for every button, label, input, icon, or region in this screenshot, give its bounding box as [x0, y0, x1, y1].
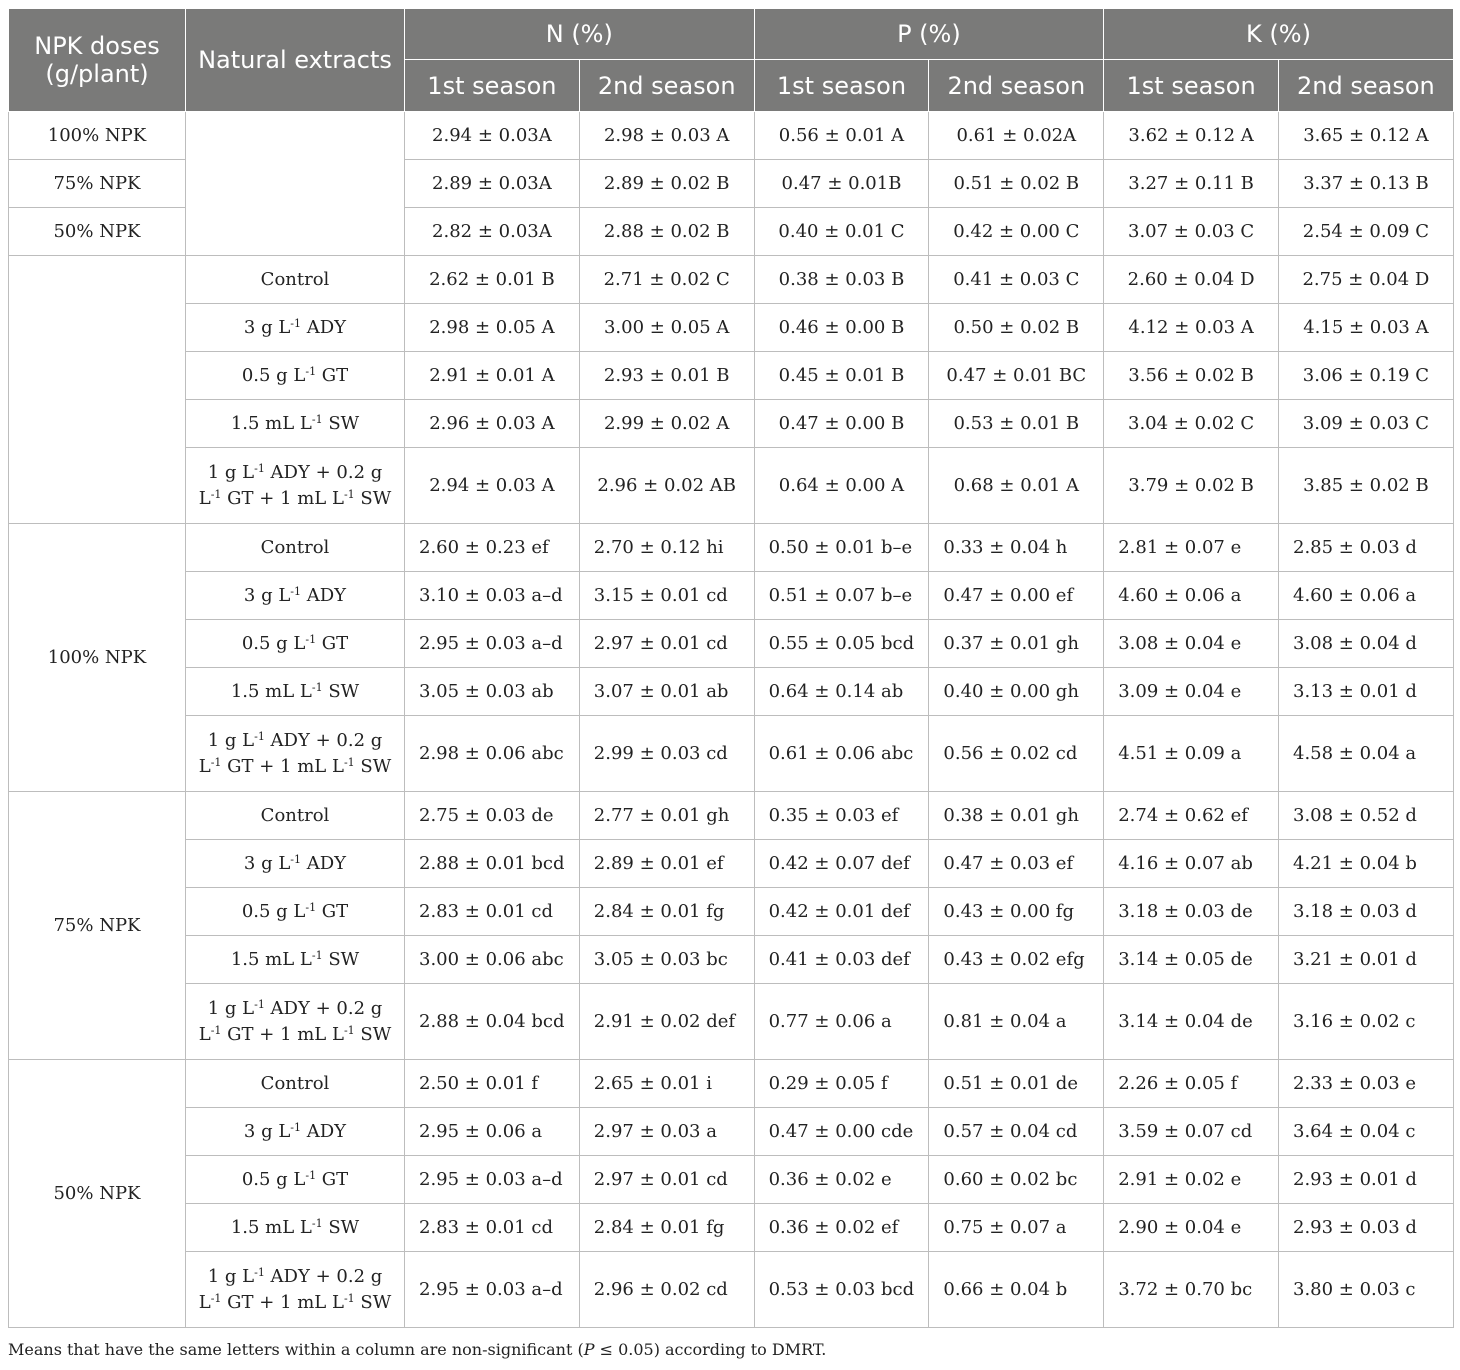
extract-label-text: 1.5 mL L	[230, 948, 312, 970]
value-cell-n-season-2: 2.93 ± 0.01 B	[579, 352, 754, 400]
extract-cell-gt	[186, 888, 405, 936]
value-cell-k-season-2: 4.15 ± 0.03 A	[1279, 304, 1454, 352]
value-cell-n-season-2: 2.88 ± 0.02 B	[579, 208, 754, 256]
extract-label-exponent: -1	[311, 680, 323, 694]
value-cell-k-season-2: 3.08 ± 0.52 d	[1279, 792, 1454, 840]
value-cell-n-season-2: 2.99 ± 0.03 cd	[579, 716, 754, 792]
extract-label-text: SW	[354, 755, 392, 777]
extract-cell-sw	[186, 1204, 405, 1252]
extract-label-text: GT + 1 mL L	[221, 1291, 344, 1313]
value-cell-n-season-1: 2.83 ± 0.01 cd	[405, 888, 580, 936]
value-cell-k-season-1: 2.91 ± 0.02 e	[1104, 1156, 1279, 1204]
table-row	[9, 792, 1454, 840]
extract-cell-sw	[186, 400, 405, 448]
npk-dose-cell: 100% NPK	[9, 112, 186, 160]
extract-label-text: 1.5 mL L	[230, 412, 312, 434]
header-npk-doses: NPK doses (g/plant)	[9, 9, 186, 112]
extract-label-text: ADY + 0.2 g	[264, 461, 383, 483]
value-cell-n-season-2: 3.05 ± 0.03 bc	[579, 936, 754, 984]
value-cell-p-season-2: 0.68 ± 0.01 A	[929, 448, 1104, 524]
value-cell-k-season-1: 2.81 ± 0.07 e	[1104, 524, 1279, 572]
table-row	[9, 888, 1454, 936]
extract-label-text: ADY	[301, 584, 347, 606]
value-cell-k-season-1: 2.74 ± 0.62 ef	[1104, 792, 1279, 840]
value-cell-p-season-1: 0.64 ± 0.00 A	[754, 448, 929, 524]
value-cell-n-season-1: 2.88 ± 0.01 bcd	[405, 840, 580, 888]
value-cell-p-season-1: 0.61 ± 0.06 abc	[754, 716, 929, 792]
value-cell-k-season-2: 3.85 ± 0.02 B	[1279, 448, 1454, 524]
value-cell-p-season-2: 0.43 ± 0.00 fg	[929, 888, 1104, 936]
value-cell-p-season-2: 0.38 ± 0.01 gh	[929, 792, 1104, 840]
extract-label-text: L	[198, 1291, 211, 1313]
extract-label-text: SW	[354, 1023, 392, 1045]
extract-cell-ady	[186, 840, 405, 888]
value-cell-n-season-1: 2.95 ± 0.03 a–d	[405, 620, 580, 668]
value-cell-p-season-1: 0.40 ± 0.01 C	[754, 208, 929, 256]
value-cell-n-season-2: 2.96 ± 0.02 AB	[579, 448, 754, 524]
header-k-season-1: 1st season	[1104, 60, 1279, 112]
value-cell-n-season-1: 2.94 ± 0.03A	[405, 112, 580, 160]
value-cell-p-season-1: 0.36 ± 0.02 e	[754, 1156, 929, 1204]
value-cell-p-season-2: 0.51 ± 0.02 B	[929, 160, 1104, 208]
empty-dose-cell	[9, 256, 186, 524]
extract-label-exponent: -1	[290, 584, 302, 598]
table-row	[9, 352, 1454, 400]
extract-label-text: 1.5 mL L	[230, 680, 312, 702]
table-row	[9, 936, 1454, 984]
value-cell-k-season-2: 3.13 ± 0.01 d	[1279, 668, 1454, 716]
table-row	[9, 112, 1454, 160]
extract-label-text: L	[198, 487, 211, 509]
value-cell-p-season-2: 0.81 ± 0.04 a	[929, 984, 1104, 1060]
extract-label-exponent: -1	[311, 1216, 323, 1230]
extract-label-text: 0.5 g L	[241, 900, 306, 922]
extract-label-exponent: -1	[311, 948, 323, 962]
extract-label-text: 3 g L	[243, 852, 291, 874]
value-cell-k-season-1: 3.09 ± 0.04 e	[1104, 668, 1279, 716]
header-n-season-2: 2nd season	[579, 60, 754, 112]
extract-label-exponent: -1	[210, 755, 222, 769]
value-cell-p-season-2: 0.61 ± 0.02A	[929, 112, 1104, 160]
table-row	[9, 668, 1454, 716]
extract-cell-control: Control	[186, 1060, 405, 1108]
extract-label-exponent: -1	[343, 1291, 355, 1305]
extract-label-text: ADY + 0.2 g	[264, 997, 383, 1019]
extract-label-text: L	[198, 1023, 211, 1045]
value-cell-p-season-2: 0.41 ± 0.03 C	[929, 256, 1104, 304]
value-cell-p-season-1: 0.35 ± 0.03 ef	[754, 792, 929, 840]
value-cell-n-season-2: 2.70 ± 0.12 hi	[579, 524, 754, 572]
table-row	[9, 1060, 1454, 1108]
extract-label-text: GT + 1 mL L	[221, 755, 344, 777]
value-cell-n-season-1: 2.94 ± 0.03 A	[405, 448, 580, 524]
extract-cell-gt	[186, 1156, 405, 1204]
extract-label-exponent: -1	[290, 852, 302, 866]
value-cell-k-season-1: 4.16 ± 0.07 ab	[1104, 840, 1279, 888]
value-cell-n-season-1: 2.75 ± 0.03 de	[405, 792, 580, 840]
extract-cell-sw	[186, 668, 405, 716]
table-row	[9, 620, 1454, 668]
npk-dose-cell: 100% NPK	[9, 524, 186, 792]
value-cell-k-season-2: 3.06 ± 0.19 C	[1279, 352, 1454, 400]
table-row	[9, 984, 1454, 1060]
value-cell-n-season-2: 2.89 ± 0.01 ef	[579, 840, 754, 888]
table-row	[9, 400, 1454, 448]
extract-label-exponent: -1	[343, 487, 355, 501]
value-cell-n-season-2: 3.00 ± 0.05 A	[579, 304, 754, 352]
empty-extract-cell	[186, 112, 405, 256]
value-cell-n-season-1: 3.00 ± 0.06 abc	[405, 936, 580, 984]
footnote-p-symbol: P	[583, 1340, 595, 1359]
npk-dose-cell: 75% NPK	[9, 160, 186, 208]
extract-cell-sw	[186, 936, 405, 984]
value-cell-p-season-2: 0.42 ± 0.00 C	[929, 208, 1104, 256]
value-cell-n-season-2: 2.96 ± 0.02 cd	[579, 1252, 754, 1328]
value-cell-k-season-2: 2.93 ± 0.03 d	[1279, 1204, 1454, 1252]
value-cell-n-season-2: 2.99 ± 0.02 A	[579, 400, 754, 448]
value-cell-p-season-1: 0.56 ± 0.01 A	[754, 112, 929, 160]
value-cell-p-season-2: 0.57 ± 0.04 cd	[929, 1108, 1104, 1156]
value-cell-k-season-1: 2.26 ± 0.05 f	[1104, 1060, 1279, 1108]
value-cell-k-season-1: 3.72 ± 0.70 bc	[1104, 1252, 1279, 1328]
value-cell-n-season-2: 2.71 ± 0.02 C	[579, 256, 754, 304]
header-p-season-1: 1st season	[754, 60, 929, 112]
extract-label-exponent: -1	[311, 412, 323, 426]
table-row	[9, 840, 1454, 888]
value-cell-p-season-1: 0.41 ± 0.03 def	[754, 936, 929, 984]
extract-label-exponent: -1	[254, 997, 265, 1011]
value-cell-p-season-1: 0.38 ± 0.03 B	[754, 256, 929, 304]
value-cell-n-season-1: 2.82 ± 0.03A	[405, 208, 580, 256]
value-cell-k-season-2: 3.18 ± 0.03 d	[1279, 888, 1454, 936]
extract-cell-ady	[186, 572, 405, 620]
extract-label-text: ADY	[301, 316, 347, 338]
extract-label-text: SW	[322, 948, 360, 970]
extract-label-text: GT + 1 mL L	[221, 1023, 344, 1045]
table-row	[9, 256, 1454, 304]
value-cell-n-season-2: 2.97 ± 0.03 a	[579, 1108, 754, 1156]
value-cell-p-season-1: 0.42 ± 0.01 def	[754, 888, 929, 936]
npk-dose-cell: 50% NPK	[9, 1060, 186, 1328]
table-row	[9, 448, 1454, 524]
value-cell-k-season-1: 3.56 ± 0.02 B	[1104, 352, 1279, 400]
value-cell-k-season-1: 3.62 ± 0.12 A	[1104, 112, 1279, 160]
value-cell-p-season-1: 0.77 ± 0.06 a	[754, 984, 929, 1060]
footnote-text-end: ≤ 0.05) according to DMRT.	[594, 1340, 827, 1359]
value-cell-p-season-2: 0.47 ± 0.00 ef	[929, 572, 1104, 620]
extract-label-text: L	[198, 755, 211, 777]
extract-cell-control: Control	[186, 792, 405, 840]
value-cell-k-season-2: 3.37 ± 0.13 B	[1279, 160, 1454, 208]
extract-label-text: ADY	[301, 1120, 347, 1142]
value-cell-n-season-2: 2.84 ± 0.01 fg	[579, 1204, 754, 1252]
value-cell-p-season-2: 0.50 ± 0.02 B	[929, 304, 1104, 352]
value-cell-k-season-2: 4.58 ± 0.04 a	[1279, 716, 1454, 792]
table-row	[9, 304, 1454, 352]
footnote-text-start: Means that have the same letters within a column are non-significant (	[8, 1340, 584, 1359]
extract-label-text: SW	[354, 487, 392, 509]
npk-results-table	[8, 8, 1454, 1328]
value-cell-p-season-2: 0.37 ± 0.01 gh	[929, 620, 1104, 668]
value-cell-k-season-1: 3.27 ± 0.11 B	[1104, 160, 1279, 208]
value-cell-k-season-2: 4.60 ± 0.06 a	[1279, 572, 1454, 620]
extract-label-text: 3 g L	[243, 584, 291, 606]
extract-label-text: ADY + 0.2 g	[264, 1265, 383, 1287]
value-cell-n-season-1: 2.91 ± 0.01 A	[405, 352, 580, 400]
extract-label-text: 0.5 g L	[241, 364, 306, 386]
extract-cell-control: Control	[186, 524, 405, 572]
extract-label-exponent: -1	[305, 900, 317, 914]
value-cell-p-season-1: 0.42 ± 0.07 def	[754, 840, 929, 888]
value-cell-k-season-2: 2.33 ± 0.03 e	[1279, 1060, 1454, 1108]
extract-label-exponent: -1	[290, 316, 302, 330]
npk-dose-cell: 50% NPK	[9, 208, 186, 256]
extract-label-text: GT	[316, 900, 349, 922]
extract-label-text: GT	[316, 632, 349, 654]
value-cell-p-season-1: 0.36 ± 0.02 ef	[754, 1204, 929, 1252]
extract-cell-ady	[186, 304, 405, 352]
table-header	[9, 9, 1454, 112]
extract-label-text: SW	[322, 680, 360, 702]
extract-label-exponent: -1	[210, 1023, 222, 1037]
header-group-p: P (%)	[754, 9, 1104, 60]
extract-label-text: ADY	[301, 852, 347, 874]
header-k-season-2: 2nd season	[1279, 60, 1454, 112]
value-cell-p-season-1: 0.29 ± 0.05 f	[754, 1060, 929, 1108]
value-cell-p-season-1: 0.50 ± 0.01 b–e	[754, 524, 929, 572]
extract-label-exponent: -1	[254, 461, 265, 475]
table-row	[9, 524, 1454, 572]
npk-dose-cell: 75% NPK	[9, 792, 186, 1060]
value-cell-n-season-1: 2.98 ± 0.06 abc	[405, 716, 580, 792]
extract-label-text: SW	[322, 1216, 360, 1238]
extract-label-exponent: -1	[290, 1120, 302, 1134]
extract-label-text: 0.5 g L	[241, 1168, 306, 1190]
value-cell-p-season-2: 0.47 ± 0.01 BC	[929, 352, 1104, 400]
extract-label-text: 1 g L	[207, 997, 255, 1019]
value-cell-p-season-2: 0.47 ± 0.03 ef	[929, 840, 1104, 888]
table-row	[9, 1156, 1454, 1204]
value-cell-k-season-2: 3.80 ± 0.03 c	[1279, 1252, 1454, 1328]
value-cell-p-season-1: 0.47 ± 0.00 B	[754, 400, 929, 448]
extract-label-text: GT	[316, 1168, 349, 1190]
value-cell-k-season-1: 3.14 ± 0.05 de	[1104, 936, 1279, 984]
value-cell-k-season-1: 2.60 ± 0.04 D	[1104, 256, 1279, 304]
value-cell-n-season-1: 2.95 ± 0.03 a–d	[405, 1252, 580, 1328]
extract-label-text: 3 g L	[243, 316, 291, 338]
value-cell-n-season-2: 3.15 ± 0.01 cd	[579, 572, 754, 620]
value-cell-k-season-2: 2.93 ± 0.01 d	[1279, 1156, 1454, 1204]
extract-cell-gt	[186, 352, 405, 400]
value-cell-n-season-1: 3.05 ± 0.03 ab	[405, 668, 580, 716]
extract-label-exponent: -1	[210, 1291, 222, 1305]
extract-label-text: 1 g L	[207, 729, 255, 751]
value-cell-n-season-1: 2.83 ± 0.01 cd	[405, 1204, 580, 1252]
extract-cell-ady	[186, 1108, 405, 1156]
value-cell-n-season-2: 2.84 ± 0.01 fg	[579, 888, 754, 936]
table-row	[9, 572, 1454, 620]
table-row	[9, 1108, 1454, 1156]
value-cell-k-season-1: 3.59 ± 0.07 cd	[1104, 1108, 1279, 1156]
value-cell-k-season-1: 3.04 ± 0.02 C	[1104, 400, 1279, 448]
value-cell-k-season-2: 3.16 ± 0.02 c	[1279, 984, 1454, 1060]
extract-label-text: 1 g L	[207, 461, 255, 483]
value-cell-n-season-2: 3.07 ± 0.01 ab	[579, 668, 754, 716]
extract-label-exponent: -1	[254, 1265, 265, 1279]
value-cell-n-season-2: 2.65 ± 0.01 i	[579, 1060, 754, 1108]
header-group-k: K (%)	[1104, 9, 1454, 60]
value-cell-n-season-1: 2.60 ± 0.23 ef	[405, 524, 580, 572]
table-row	[9, 1204, 1454, 1252]
value-cell-k-season-2: 3.21 ± 0.01 d	[1279, 936, 1454, 984]
value-cell-n-season-1: 2.95 ± 0.06 a	[405, 1108, 580, 1156]
value-cell-p-season-1: 0.47 ± 0.01B	[754, 160, 929, 208]
value-cell-n-season-1: 2.96 ± 0.03 A	[405, 400, 580, 448]
value-cell-k-season-1: 3.08 ± 0.04 e	[1104, 620, 1279, 668]
extract-label-exponent: -1	[210, 487, 222, 501]
extract-label-text: 0.5 g L	[241, 632, 306, 654]
value-cell-p-season-2: 0.60 ± 0.02 bc	[929, 1156, 1104, 1204]
extract-label-text: 3 g L	[243, 1120, 291, 1142]
extract-label-text: GT	[316, 364, 349, 386]
value-cell-k-season-2: 3.08 ± 0.04 d	[1279, 620, 1454, 668]
value-cell-n-season-2: 2.98 ± 0.03 A	[579, 112, 754, 160]
extract-cell-mix	[186, 448, 405, 524]
value-cell-n-season-2: 2.91 ± 0.02 def	[579, 984, 754, 1060]
table-row	[9, 1252, 1454, 1328]
value-cell-p-season-1: 0.53 ± 0.03 bcd	[754, 1252, 929, 1328]
value-cell-n-season-1: 2.50 ± 0.01 f	[405, 1060, 580, 1108]
value-cell-k-season-2: 3.64 ± 0.04 c	[1279, 1108, 1454, 1156]
value-cell-k-season-1: 4.12 ± 0.03 A	[1104, 304, 1279, 352]
value-cell-k-season-1: 3.07 ± 0.03 C	[1104, 208, 1279, 256]
extract-label-text: SW	[354, 1291, 392, 1313]
header-group-n: N (%)	[405, 9, 755, 60]
value-cell-k-season-2: 4.21 ± 0.04 b	[1279, 840, 1454, 888]
extract-label-exponent: -1	[305, 1168, 317, 1182]
value-cell-p-season-2: 0.51 ± 0.01 de	[929, 1060, 1104, 1108]
value-cell-k-season-2: 2.85 ± 0.03 d	[1279, 524, 1454, 572]
extract-cell-mix	[186, 984, 405, 1060]
value-cell-k-season-1: 3.14 ± 0.04 de	[1104, 984, 1279, 1060]
table-row	[9, 716, 1454, 792]
value-cell-n-season-1: 2.98 ± 0.05 A	[405, 304, 580, 352]
value-cell-k-season-1: 4.60 ± 0.06 a	[1104, 572, 1279, 620]
extract-label-exponent: -1	[254, 729, 265, 743]
value-cell-k-season-1: 3.79 ± 0.02 B	[1104, 448, 1279, 524]
value-cell-p-season-1: 0.55 ± 0.05 bcd	[754, 620, 929, 668]
table-footnote	[8, 1340, 826, 1359]
extract-label-exponent: -1	[343, 755, 355, 769]
value-cell-p-season-2: 0.53 ± 0.01 B	[929, 400, 1104, 448]
value-cell-n-season-2: 2.97 ± 0.01 cd	[579, 620, 754, 668]
header-natural-extracts: Natural extracts	[186, 9, 405, 112]
extract-label-text: SW	[322, 412, 360, 434]
value-cell-p-season-2: 0.33 ± 0.04 h	[929, 524, 1104, 572]
extract-label-exponent: -1	[343, 1023, 355, 1037]
value-cell-p-season-2: 0.75 ± 0.07 a	[929, 1204, 1104, 1252]
extract-label-exponent: -1	[305, 364, 317, 378]
extract-label-text: GT + 1 mL L	[221, 487, 344, 509]
value-cell-k-season-1: 4.51 ± 0.09 a	[1104, 716, 1279, 792]
value-cell-p-season-2: 0.43 ± 0.02 efg	[929, 936, 1104, 984]
value-cell-p-season-1: 0.47 ± 0.00 cde	[754, 1108, 929, 1156]
value-cell-p-season-2: 0.56 ± 0.02 cd	[929, 716, 1104, 792]
value-cell-k-season-1: 3.18 ± 0.03 de	[1104, 888, 1279, 936]
value-cell-p-season-2: 0.40 ± 0.00 gh	[929, 668, 1104, 716]
value-cell-n-season-1: 3.10 ± 0.03 a–d	[405, 572, 580, 620]
extract-cell-mix	[186, 716, 405, 792]
extract-label-exponent: -1	[305, 632, 317, 646]
header-n-season-1: 1st season	[405, 60, 580, 112]
value-cell-n-season-1: 2.95 ± 0.03 a–d	[405, 1156, 580, 1204]
value-cell-p-season-1: 0.46 ± 0.00 B	[754, 304, 929, 352]
value-cell-n-season-1: 2.89 ± 0.03A	[405, 160, 580, 208]
table-body	[9, 112, 1454, 1328]
value-cell-p-season-1: 0.64 ± 0.14 ab	[754, 668, 929, 716]
value-cell-k-season-1: 2.90 ± 0.04 e	[1104, 1204, 1279, 1252]
value-cell-k-season-2: 2.75 ± 0.04 D	[1279, 256, 1454, 304]
extract-cell-control: Control	[186, 256, 405, 304]
extract-label-text: 1 g L	[207, 1265, 255, 1287]
value-cell-n-season-2: 2.89 ± 0.02 B	[579, 160, 754, 208]
header-p-season-2: 2nd season	[929, 60, 1104, 112]
extract-label-text: ADY + 0.2 g	[264, 729, 383, 751]
value-cell-n-season-2: 2.77 ± 0.01 gh	[579, 792, 754, 840]
value-cell-k-season-2: 3.09 ± 0.03 C	[1279, 400, 1454, 448]
extract-cell-mix	[186, 1252, 405, 1328]
value-cell-n-season-1: 2.62 ± 0.01 B	[405, 256, 580, 304]
value-cell-n-season-1: 2.88 ± 0.04 bcd	[405, 984, 580, 1060]
value-cell-k-season-2: 3.65 ± 0.12 A	[1279, 112, 1454, 160]
value-cell-n-season-2: 2.97 ± 0.01 cd	[579, 1156, 754, 1204]
value-cell-p-season-1: 0.51 ± 0.07 b–e	[754, 572, 929, 620]
extract-cell-gt	[186, 620, 405, 668]
value-cell-p-season-1: 0.45 ± 0.01 B	[754, 352, 929, 400]
value-cell-k-season-2: 2.54 ± 0.09 C	[1279, 208, 1454, 256]
value-cell-p-season-2: 0.66 ± 0.04 b	[929, 1252, 1104, 1328]
extract-label-text: 1.5 mL L	[230, 1216, 312, 1238]
